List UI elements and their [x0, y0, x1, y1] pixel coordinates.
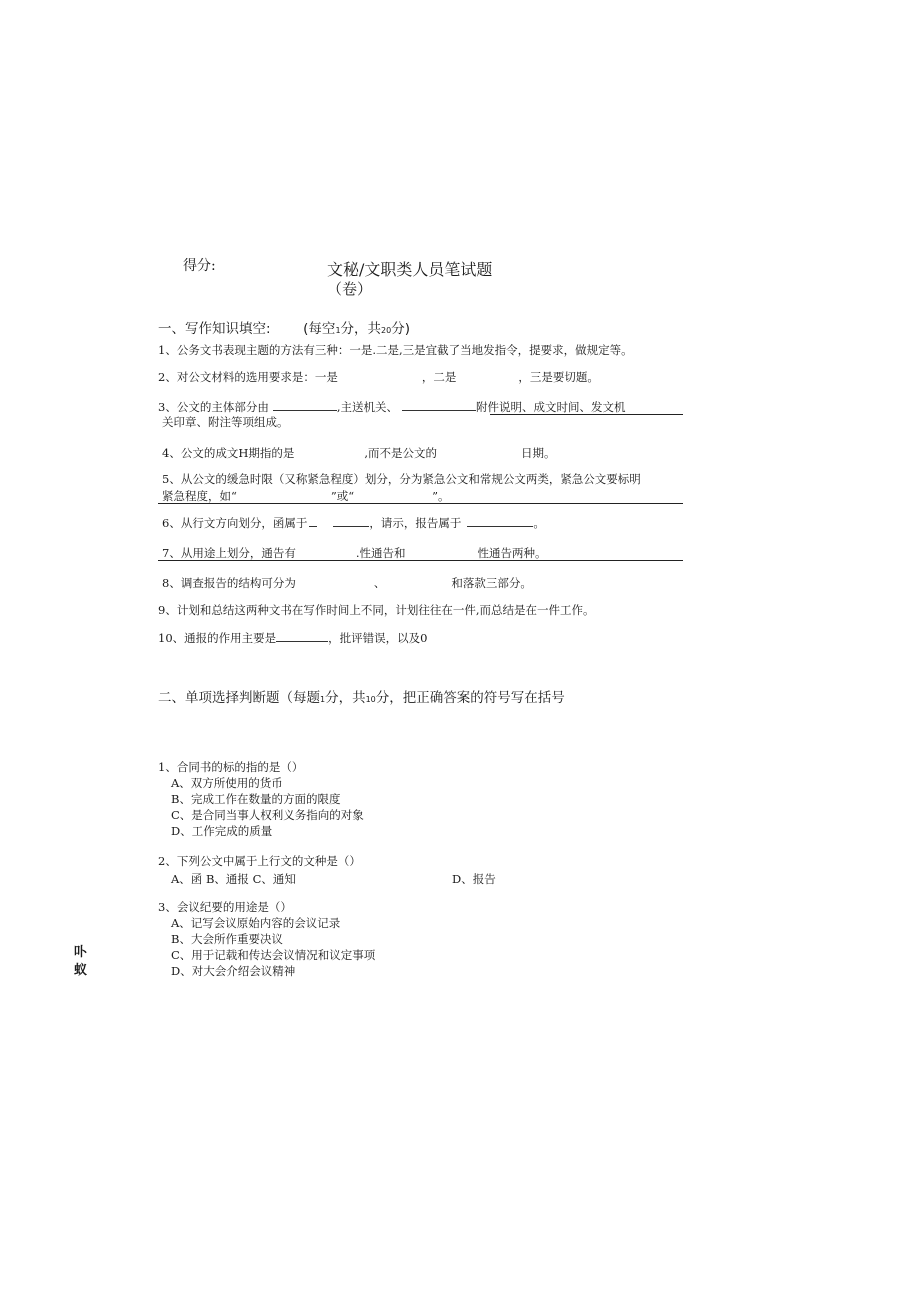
blank-field[interactable] — [467, 526, 533, 527]
question-4-part-a: 4、公文的成文H期指的是 — [162, 446, 295, 460]
section1-heading-note-a: (每空 — [303, 321, 336, 337]
question-7 — [162, 545, 546, 561]
section2-heading — [158, 686, 565, 706]
question-10 — [158, 630, 427, 646]
section1-heading-note-n2: 20 — [381, 326, 392, 335]
section1-heading — [158, 317, 410, 337]
question-8-part-c: 和落款三部分。 — [451, 576, 532, 590]
blank-field[interactable] — [333, 526, 369, 527]
question-1: 1、公务文书表现主题的方法有三种：一是.二是,三是宜截了当地发指令，提要求，做规定等。 — [158, 343, 633, 357]
section2-heading-n1: 1 — [320, 695, 326, 704]
underline-rule — [158, 560, 683, 561]
choice-question-1-option-a: A、双方所使用的货币 — [171, 776, 283, 790]
choice-question-3-option-b: B、大会所作重要决议 — [171, 932, 283, 946]
section1-heading-main: 一、写作知识填空: — [158, 321, 271, 337]
question-5-part-d: ”。 — [432, 489, 450, 503]
question-7-part-c: 性通告两种。 — [477, 546, 547, 560]
question-4-part-b: ,而不是公文的 — [364, 446, 438, 460]
choice-question-2-options-abc: A、函 B、通报 C、通知 — [171, 872, 296, 886]
section2-heading-a: 二、单项选择判断题（每题 — [158, 690, 320, 706]
question-2-part-a: 2、对公文材料的选用要求是：一是 — [158, 370, 338, 384]
section1-heading-note-b: 分，共 — [340, 321, 382, 337]
exam-title: 文秘/文职类人员笔试题 — [327, 260, 493, 279]
question-3-part-a: 3、公文的主体部分由 — [158, 400, 269, 414]
question-6 — [162, 515, 545, 531]
question-9: 9、计划和总结这两种文书在写作时间上不同，计划往往在一件,而总结是在一件工作。 — [158, 603, 595, 617]
question-4 — [162, 445, 556, 461]
choice-question-1-option-c: C、是合同当事人权利义务指向的对象 — [171, 808, 364, 822]
section1-heading-note-n1: 1 — [335, 326, 341, 335]
question-3-line-1 — [158, 399, 625, 415]
choice-question-3-option-d: D、对大会介绍会议精神 — [171, 964, 296, 978]
choice-question-2-option-d: D、报告 — [452, 872, 496, 886]
score-label: 得分: — [183, 258, 216, 274]
question-3-line-2: 关印章、附注等项组成。 — [162, 415, 289, 429]
blank-field[interactable] — [273, 410, 337, 411]
underline-rule — [490, 414, 683, 415]
exam-subtitle: （卷） — [327, 280, 373, 298]
question-10-part-b: ，批评错误，以及0 — [328, 631, 428, 645]
question-5-part-c: ”或“ — [330, 489, 355, 503]
blank-field[interactable] — [276, 641, 328, 642]
blank-field[interactable] — [309, 526, 317, 527]
question-5-line-1: 5、从公文的缓急时限（又称紧急程度）划分，分为紧急公文和常规公文两类，紧急公文要标明 — [162, 472, 641, 486]
question-5-line-2 — [162, 488, 450, 504]
choice-question-3-option-c: C、用于记载和传达会议情况和议定事项 — [171, 948, 376, 962]
question-3-part-b: ,主送机关、 — [336, 400, 398, 414]
question-2-part-b: ，二是 — [421, 370, 457, 384]
question-2 — [158, 369, 599, 385]
question-7-part-b: .性通告和 — [355, 546, 406, 560]
section1-heading-note-c: 分) — [391, 321, 410, 337]
blank-field[interactable] — [402, 410, 476, 411]
question-7-part-a: 7、从用途上划分，通告有 — [162, 546, 296, 560]
section2-heading-b: 分，共 — [325, 690, 366, 706]
section2-heading-n2: 10 — [365, 695, 376, 704]
underline-rule — [158, 503, 683, 504]
choice-question-1-option-d: D、工作完成的质量 — [171, 824, 273, 838]
question-8-part-b: 、 — [373, 576, 386, 590]
margin-mark-line-1: 卟 — [74, 945, 88, 960]
question-5-part-b: 紧急程度，如“ — [162, 489, 237, 503]
margin-mark — [74, 944, 94, 980]
choice-question-2-stem: 2、下列公文中属于上行文的文种是（） — [158, 854, 361, 868]
choice-question-1-stem: 1、合同书的标的指的是（） — [158, 760, 304, 774]
question-10-part-a: 10、通报的作用主要是 — [158, 631, 277, 645]
section2-heading-c: 分，把正确答案的符号写在括号 — [375, 690, 565, 706]
choice-question-3-option-a: A、记写会议原始内容的会议记录 — [171, 916, 341, 930]
question-8 — [162, 575, 532, 591]
question-8-part-a: 8、调查报告的结构可分为 — [162, 576, 296, 590]
question-3-part-c: 附件说明、成文时间、发文机 — [475, 400, 626, 414]
question-4-part-c: 日期。 — [521, 446, 556, 460]
choice-question-3-stem: 3、会议纪要的用途是（） — [158, 900, 292, 914]
question-6-part-c: 。 — [533, 516, 545, 530]
question-6-part-b: ，请示，报告属于 — [369, 516, 462, 530]
question-6-part-a: 6、从行文方向划分，函属于 — [162, 516, 308, 530]
choice-question-1-option-b: B、完成工作在数量的方面的限度 — [171, 792, 341, 806]
question-2-part-c: ，三是要切题。 — [518, 370, 599, 384]
margin-mark-line-2: 蚁 — [74, 963, 88, 978]
